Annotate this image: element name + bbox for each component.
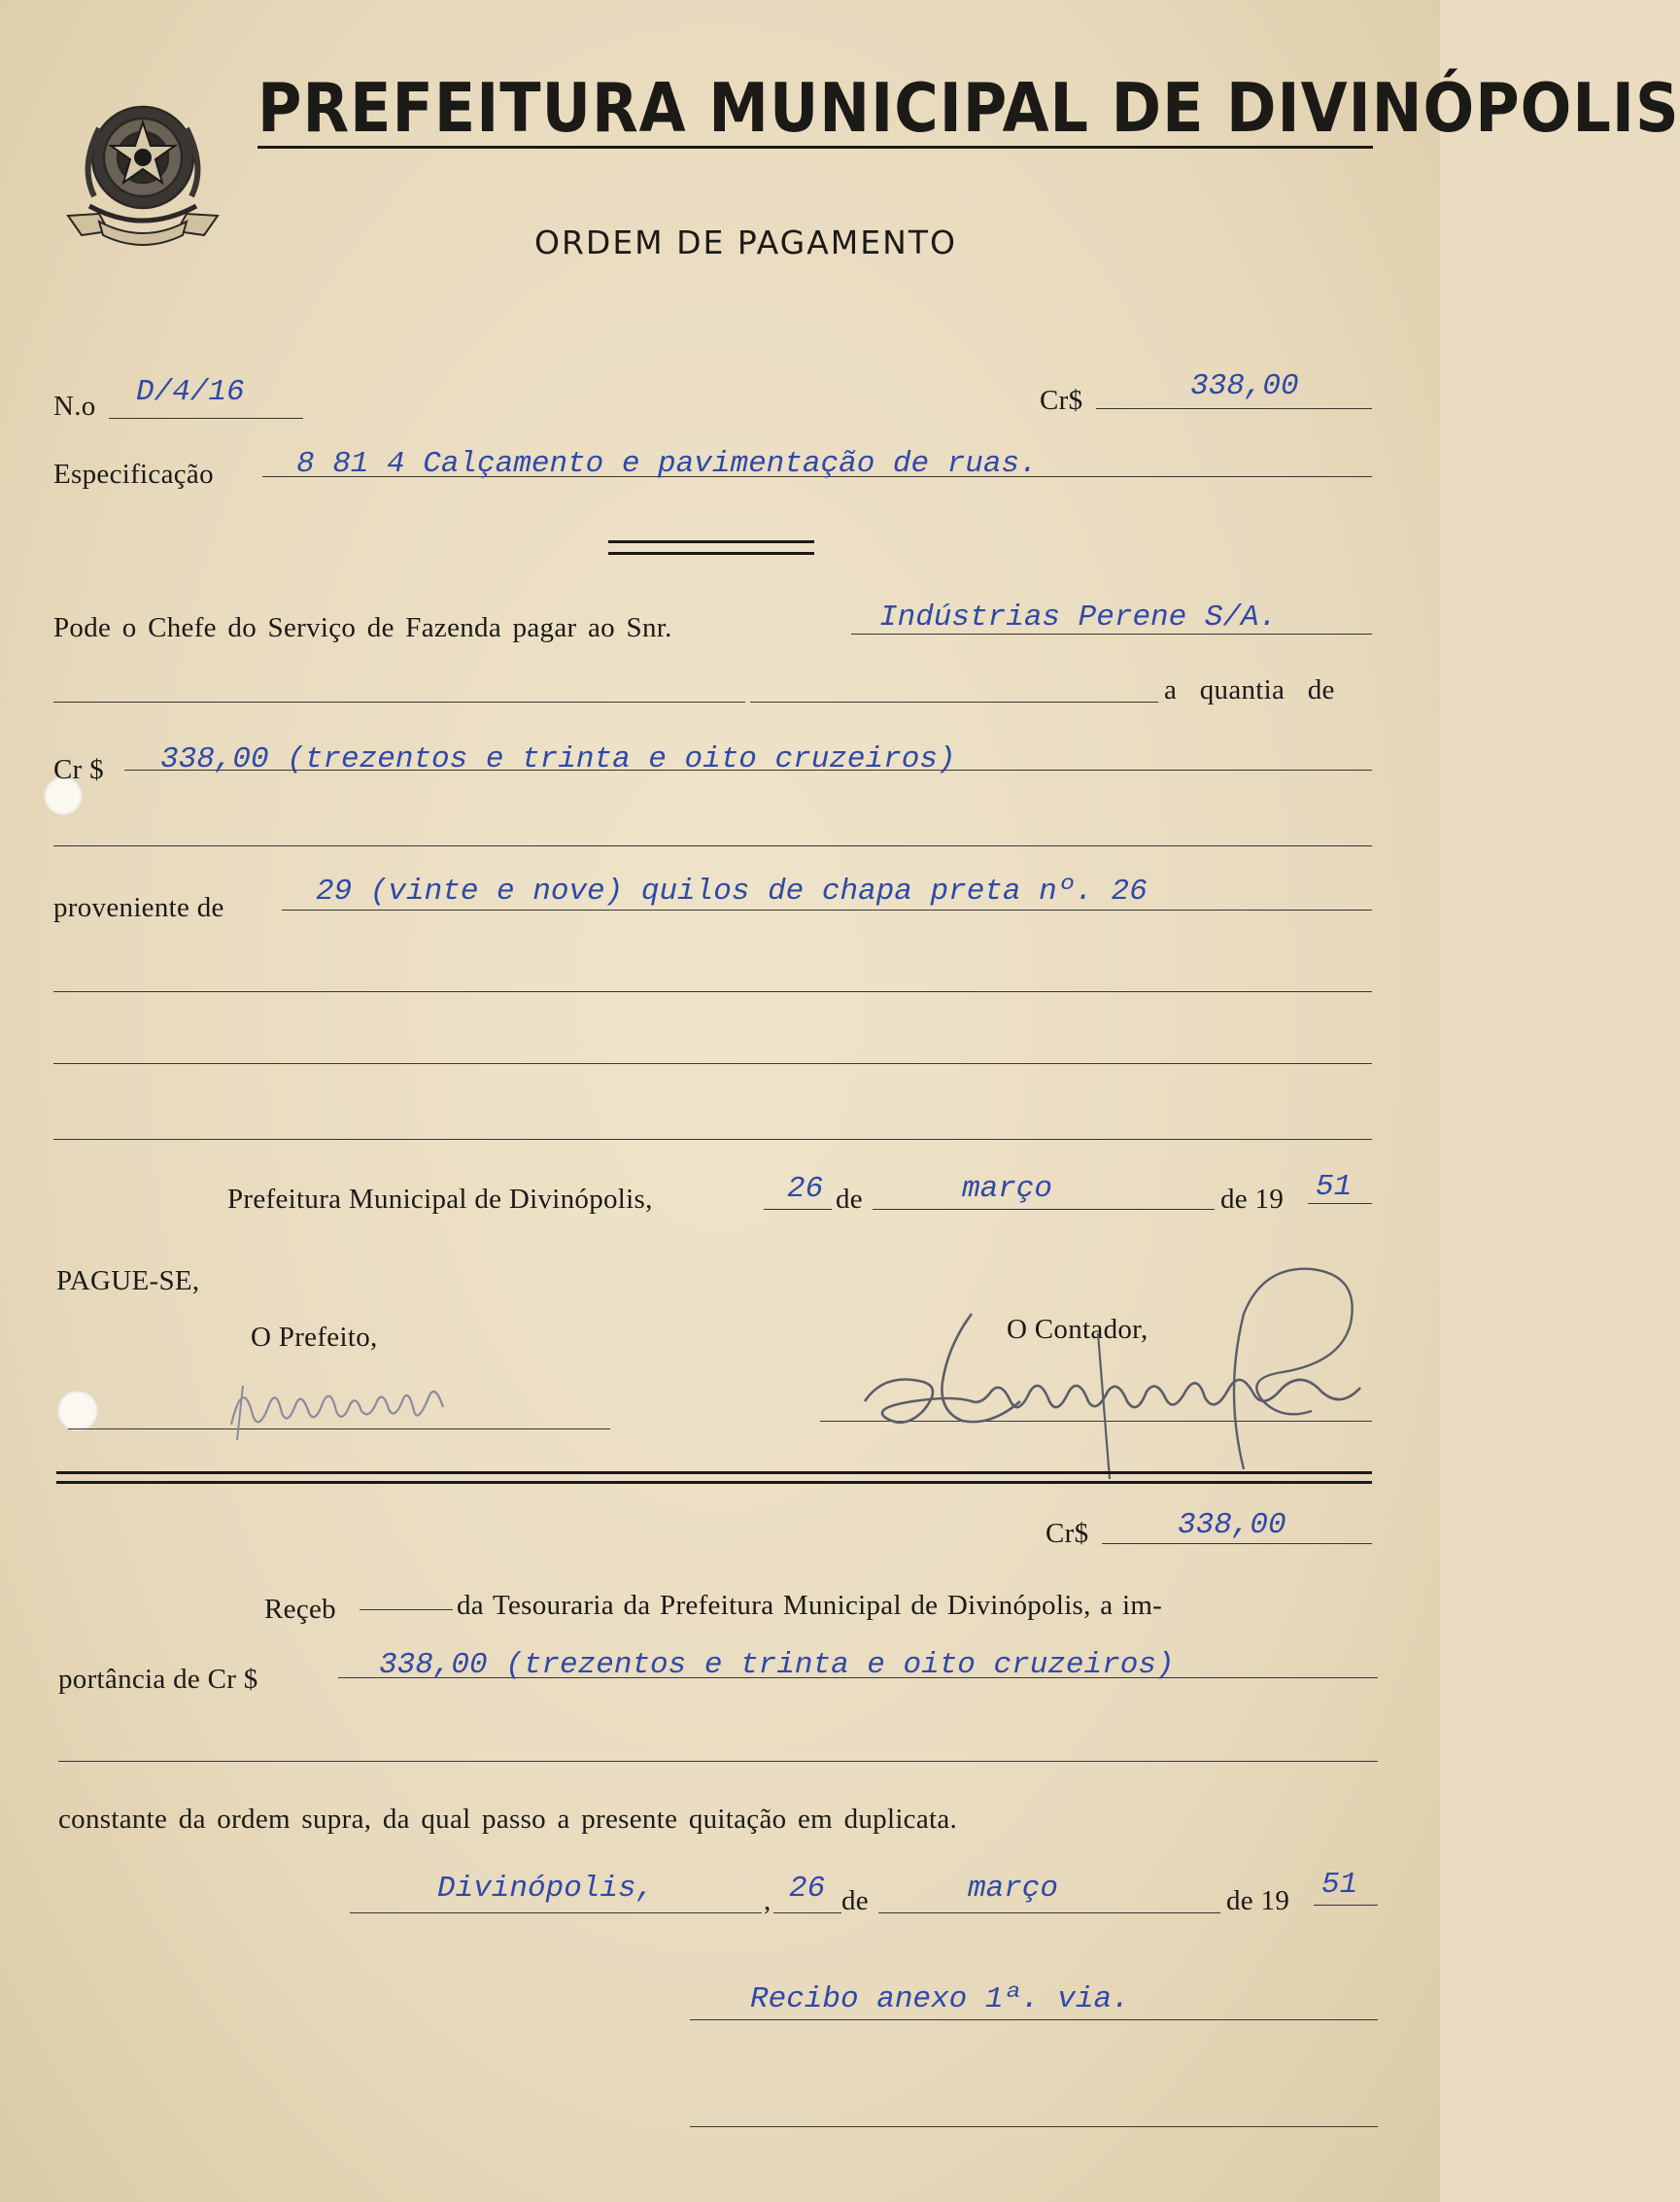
receipt-amount-value: 338,00	[1178, 1508, 1286, 1542]
tesouraria-label: da Tesouraria da Prefeitura Municipal de Divinópolis, a im-	[457, 1590, 1163, 1621]
double-rule-bottom	[608, 552, 814, 555]
date1-year-value: 51	[1316, 1170, 1353, 1204]
receb-line	[360, 1609, 453, 1610]
date1-day-line	[764, 1209, 832, 1210]
receipt-place-line	[350, 1912, 762, 1913]
contador-signature	[855, 1256, 1380, 1489]
cr-value: 338,00 (trezentos e trinta e oito cruzeiros)	[160, 742, 956, 776]
date1-place-label: Prefeitura Municipal de Divinópolis,	[227, 1184, 653, 1215]
number-label: N.o	[53, 391, 96, 422]
spec-label: Especificação	[53, 459, 214, 490]
pague-se-label: PAGUE-SE,	[56, 1265, 200, 1296]
payee-line-2a	[53, 702, 745, 703]
prefeito-signature	[223, 1357, 457, 1444]
receipt-de-label-2: de 19	[1226, 1885, 1290, 1916]
receipt-signature-line	[690, 2126, 1378, 2127]
receipt-day-value: 26	[789, 1872, 826, 1906]
receipt-separator-top	[56, 1471, 1372, 1474]
constante-label: constante da ordem supra, da qual passo a presente quitação em duplicata.	[58, 1804, 958, 1835]
amount-line	[1096, 408, 1372, 409]
receipt-note-line	[690, 2019, 1378, 2020]
proveniente-label: proveniente de	[53, 892, 224, 923]
double-rule-top	[608, 540, 814, 543]
importancia-value: 338,00 (trezentos e trinta e oito cruzeiros)	[379, 1648, 1175, 1682]
receipt-month-value: março	[968, 1872, 1059, 1906]
date1-de-label-2: de 19	[1220, 1184, 1285, 1215]
spec-value: 8 81 4 Calçamento e pavimentação de ruas.	[296, 447, 1038, 481]
receipt-month-line	[878, 1912, 1220, 1913]
amount-label: Cr$	[1040, 385, 1083, 416]
importancia-label: portância de Cr $	[58, 1664, 258, 1695]
blank-line-2	[53, 991, 1372, 992]
receipt-amount-label: Cr$	[1046, 1518, 1089, 1549]
date1-month-line	[873, 1209, 1215, 1210]
cr-label: Cr $	[53, 754, 104, 785]
receipt-day-line	[773, 1912, 841, 1913]
receipt-de-label-1: de	[841, 1885, 869, 1916]
receipt-note-value: Recibo anexo 1ª. via.	[750, 1982, 1130, 2016]
receipt-amount-line	[1102, 1543, 1372, 1544]
payee-value: Indústrias Perene S/A.	[879, 601, 1278, 635]
proveniente-line	[282, 910, 1372, 911]
seal-icon	[60, 89, 225, 255]
payee-line-2b	[750, 702, 1158, 703]
amount-value: 338,00	[1190, 369, 1299, 403]
receipt-blank-line	[58, 1761, 1378, 1762]
receipt-separator-bottom	[56, 1481, 1372, 1484]
receipt-comma: ,	[764, 1885, 771, 1916]
document-subtitle: ORDEM DE PAGAMENTO	[534, 224, 957, 261]
date1-day-value: 26	[787, 1172, 824, 1206]
blank-line-1	[53, 845, 1372, 846]
date1-de-label-1: de	[836, 1184, 863, 1215]
receipt-place-value: Divinópolis,	[437, 1872, 655, 1906]
receipt-year-value: 51	[1321, 1868, 1358, 1902]
punch-hole-bottom	[56, 1390, 99, 1432]
number-value: D/4/16	[136, 375, 245, 409]
pay-label: Pode o Chefe do Serviço de Fazenda pagar ao Snr.	[53, 612, 672, 643]
blank-line-3	[53, 1063, 1372, 1064]
receipt-year-line	[1314, 1905, 1378, 1906]
prefeito-label: O Prefeito,	[251, 1322, 378, 1353]
date1-month-value: março	[962, 1172, 1053, 1206]
title-underline	[257, 146, 1373, 149]
contador-label: O Contador,	[1007, 1314, 1149, 1345]
quantia-label: a quantia de	[1164, 674, 1335, 705]
receb-label: Reçeb	[264, 1594, 336, 1625]
blank-line-4	[53, 1139, 1372, 1140]
proveniente-value: 29 (vinte e nove) quilos de chapa preta nº. 26	[316, 875, 1148, 909]
document-title: PREFEITURA MUNICIPAL DE DIVINÓPOLIS	[257, 68, 1680, 148]
number-line	[109, 418, 303, 419]
